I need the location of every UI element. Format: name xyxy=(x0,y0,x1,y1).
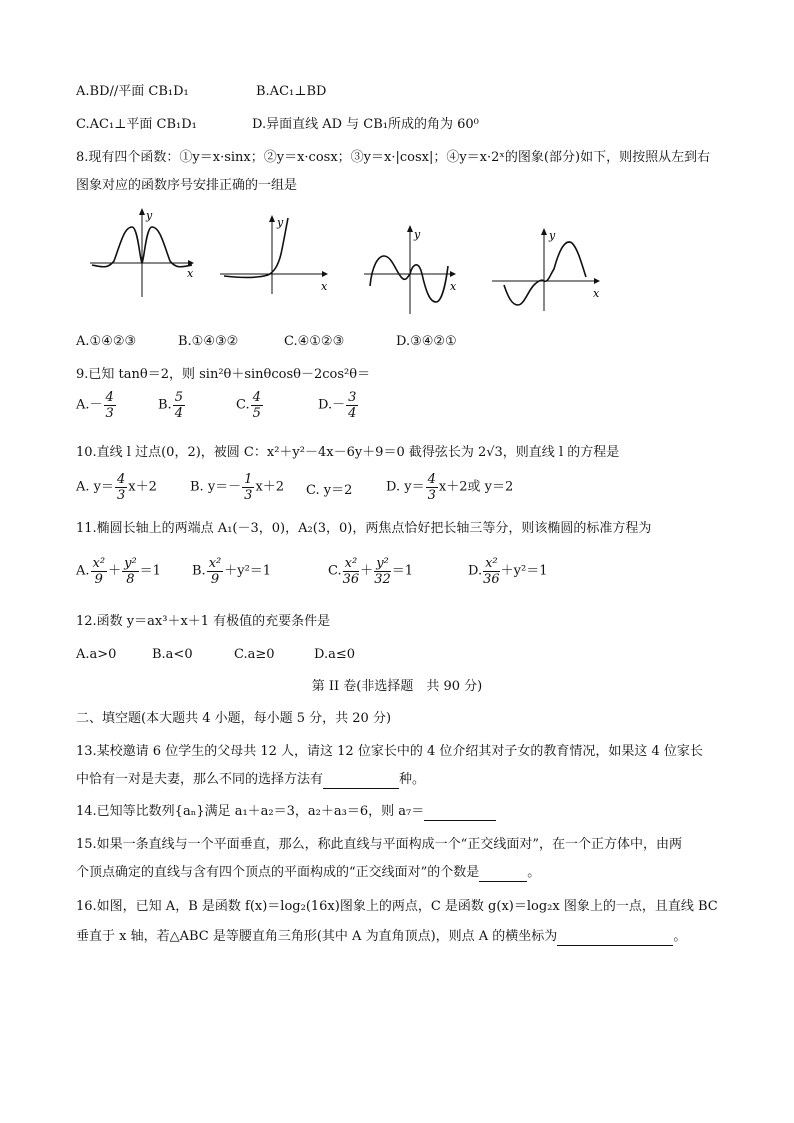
q9-option-d: D.－ $\frac{3}{4}$ xyxy=(318,390,357,421)
q10-option-b: B. y＝－ $\frac{1}{3}$ x＋2 xyxy=(190,472,285,503)
q16-line1: 16.如图，已知 A，B 是函数 f(x)＝log₂(16x)图象上的两点，C 是函数 g(x)＝log₂x 图象上的一点，且直线 BC xyxy=(76,899,718,914)
section-title: 第 II 卷(非选择题 共 90 分) xyxy=(311,679,483,694)
q12-option-d: D.a≤0 xyxy=(314,647,356,662)
q10-option-a: A. y＝ $\frac{4}{3}$ x＋2 xyxy=(76,472,157,503)
part-heading: 二、填空题(本大题共 4 小题，每小题 5 分，共 20 分) xyxy=(76,711,392,726)
q8-graph-2 xyxy=(218,212,333,297)
axis-label-x: x xyxy=(450,280,457,293)
q11-option-a: A. $\frac{\text{x²}}{9}$ ＋ $\frac{\text{y²}}{8}$ ＝1 xyxy=(76,556,161,587)
q11-stem: 11.椭圆长轴上的两端点 A₁(－3，0)，A₂(3，0)，两焦点恰好把长轴三等分，则该椭圆的标准方程为 xyxy=(76,521,652,536)
q14-line1: 14.已知等比数列{aₙ}满足 a₁＋a₂＝3，a₂＋a₃＝6，则 a₇＝ xyxy=(76,803,496,821)
q8-option-b: B.①④③② xyxy=(178,334,239,349)
q8-stem-line2: 图象对应的函数序号安排正确的一组是 xyxy=(76,178,298,193)
q16-line2: 垂直于 x 轴，若△ABC 是等腰直角三角形(其中 A 为直角顶点)，则点 A 的横坐标为 。 xyxy=(76,929,687,944)
axis-label-y: y xyxy=(414,228,421,241)
q12-option-b: B.a<0 xyxy=(152,647,193,662)
axis-label-y: y xyxy=(146,209,153,222)
q9-option-c: C. $\frac{4}{5}$ xyxy=(236,390,261,421)
q7-option-a: A.BD//平面 CB₁D₁ xyxy=(76,84,189,99)
axis-label-y: y xyxy=(277,216,284,229)
q12-stem: 12.函数 y＝ax³＋x＋1 有极值的充要条件是 xyxy=(76,614,331,629)
q11-option-d: D. $\frac{\text{x²}}{36}$ ＋y²＝1 xyxy=(468,556,548,587)
q7-option-b: B.AC₁⊥BD xyxy=(256,84,327,99)
q8-graph-4 xyxy=(490,225,605,315)
q8-option-c: C.④①②③ xyxy=(284,334,345,349)
q16-answer-blank[interactable] xyxy=(557,931,673,946)
q15-line1: 15.如果一条直线与一个平面垂直，那么，称此直线与平面构成一个“正交线面对”，在一个正方体中，由两 xyxy=(76,837,682,852)
q13-answer-blank[interactable] xyxy=(323,774,399,789)
q11-option-b: B. $\frac{\text{x²}}{9}$ ＋y²＝1 xyxy=(192,556,272,587)
axis-label-y: y xyxy=(549,229,556,242)
axis-label-x: x xyxy=(187,267,194,280)
q9-option-b: B. $\frac{5}{4}$ xyxy=(158,390,183,421)
q13-line1: 13.某校邀请 6 位学生的父母共 12 人，请这 12 位家长中的 4 位介绍其对子女的教育情况，如果这 4 位家长 xyxy=(76,744,703,759)
q15-line2: 个顶点确定的直线与含有四个顶点的平面构成的“正交线面对”的个数是 。 xyxy=(76,865,541,880)
q11-option-c: C. $\frac{\text{x²}}{36}$ ＋ $\frac{\text{y²}}{32}$ ＝1 xyxy=(328,556,414,587)
q8-option-d: D.③④②① xyxy=(396,334,457,349)
q12-option-c: C.a≥0 xyxy=(234,647,275,662)
q10-option-c: C. y＝2 xyxy=(306,483,353,498)
q13-line2: 中恰有一对是夫妻，那么不同的选择方法有 种。 xyxy=(76,772,426,787)
axis-label-x: x xyxy=(321,280,328,293)
q8-option-a: A.①④②③ xyxy=(76,334,137,349)
axis-label-x: x xyxy=(593,287,600,300)
q7-option-d: D.异面直线 AD 与 CB₁所成的角为 60⁰ xyxy=(252,117,479,132)
q8-graph-3 xyxy=(362,222,462,317)
q10-stem: 10.直线 l 过点(0，2)，被圆 C：x²＋y²－4x－6y＋9＝0 截得弦长为 2√3，则直线 l 的方程是 xyxy=(76,445,620,460)
q8-stem-line1: 8.现有四个函数：①y＝x·sinx；②y＝x·cosx；③y＝x·|cosx|；④y＝x·2ˣ的图象(部分)如下，则按照从左到右 xyxy=(76,150,711,165)
q9-option-a: A.－ $\frac{4}{3}$ xyxy=(76,390,114,421)
q12-option-a: A.a>0 xyxy=(76,647,117,662)
q8-graph-1 xyxy=(88,205,198,300)
q7-option-c: C.AC₁⊥平面 CB₁D₁ xyxy=(76,117,197,132)
q9-stem: 9.已知 tanθ＝2，则 sin²θ＋sinθcosθ－2cos²θ＝ xyxy=(76,367,371,382)
q14-answer-blank[interactable] xyxy=(424,806,496,821)
q15-answer-blank[interactable] xyxy=(479,867,527,882)
q10-option-d: D. y＝ $\frac{4}{3}$ x＋2或 y＝2 xyxy=(386,472,514,503)
